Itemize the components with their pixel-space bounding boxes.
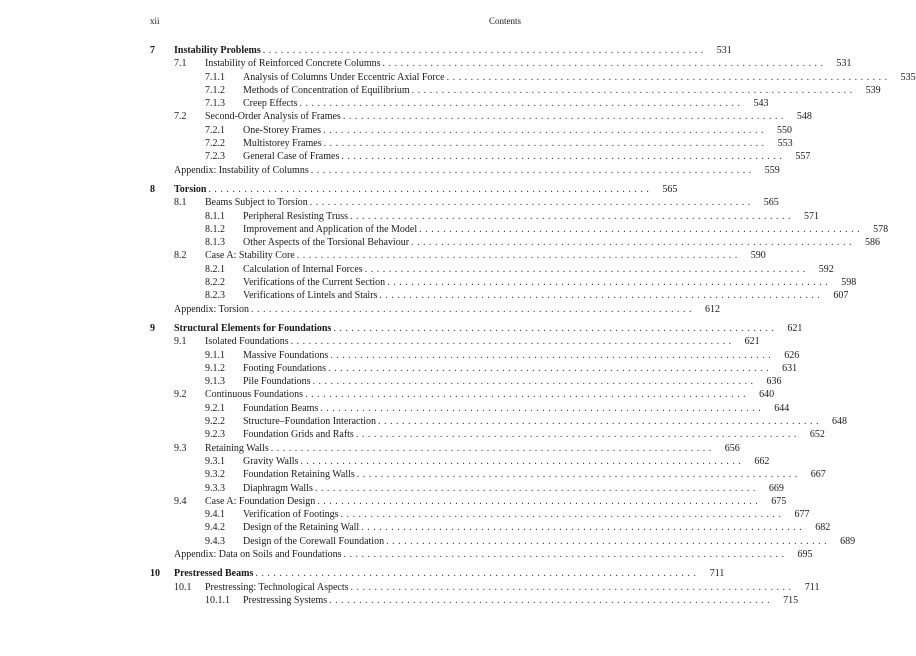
toc-appendix-entry[interactable] [150,164,780,177]
dot-leader: . . . . . . . . . . . . . . . . . . . . . . . . . . . . . . . . . . . . . . . . . . . . . . . . . . . . . . . . . . . . . . . . . . . . . . . . . . [208,183,650,195]
toc-entry-number: 8.1.3 [205,237,225,249]
toc-entry-number: 7.1 [174,58,187,70]
toc-entry-page: 550 [777,124,793,136]
toc-appendix-entry[interactable] [150,548,813,561]
toc-entry-page: 565 [662,183,678,195]
toc-entry-title: Other Aspects of the Torsional Behaviour [243,237,410,249]
toc-entry-title: Footing Foundations [243,362,327,374]
toc-entry-title: Improvement and Application of the Model [243,223,418,235]
toc-entry-number: 9.2.1 [205,402,225,414]
toc-entry-title: Retaining Walls [205,442,269,454]
toc-section-entry[interactable] [150,455,770,468]
toc-chapter-entry[interactable] [150,183,678,196]
toc-entry-number: 9.3.3 [205,482,225,494]
toc-entry-title: Multistorey Frames [243,138,322,150]
dot-leader: . . . . . . . . . . . . . . . . . . . . . . . . . . . . . . . . . . . . . . . . . . . . . . . . . . . . . . . . . . . . . . . . . . . . . . . . . . [361,522,803,534]
toc-entry-page: 689 [840,535,856,547]
toc-entry-number: 7.1.3 [205,98,225,110]
toc-entry-number: 8.2.1 [205,263,225,275]
dot-leader: . . . . . . . . . . . . . . . . . . . . . . . . . . . . . . . . . . . . . . . . . . . . . . . . . . . . . . . . . . . . . . . . . . . . . . . . . . [250,303,692,315]
toc-entry-title: Prestressing Systems [243,594,328,606]
toc-section-entry[interactable] [150,388,775,401]
toc-entry-number: 10 [150,568,160,580]
toc-entry-page: 677 [794,509,810,521]
dot-leader: . . . . . . . . . . . . . . . . . . . . . . . . . . . . . . . . . . . . . . . . . . . . . . . . . . . . . . . . . . . . . . . . . . . . . . . . . . [314,482,756,494]
toc-entry-page: 656 [724,442,740,454]
toc-entry-title: Structure–Foundation Interaction [243,416,377,428]
dot-leader: . . . . . . . . . . . . . . . . . . . . . . . . . . . . . . . . . . . . . . . . . . . . . . . . . . . . . . . . . . . . . . . . . . . . . . . . . . [310,164,752,176]
toc-entry-number: 7 [150,45,155,56]
toc-entry-page: 711 [804,581,820,593]
toc-entry-title: Case A: Stability Core [205,250,295,262]
toc-section-entry[interactable] [150,124,793,137]
toc-entry-page: 669 [768,482,784,494]
toc-entry-number: 7.1.1 [205,71,225,83]
dot-leader: . . . . . . . . . . . . . . . . . . . . . . . . . . . . . . . . . . . . . . . . . . . . . . . . . . . . . . . . . . . . . . . . . . . . . . . . . . [305,389,747,401]
dot-leader: . . . . . . . . . . . . . . . . . . . . . . . . . . . . . . . . . . . . . . . . . . . . . . . . . . . . . . . . . . . . . . . . . . . . . . . . . . [296,250,738,262]
toc-entry-title: Diaphragm Walls [243,482,313,494]
toc-entry-number: 8.2.3 [205,290,225,302]
dot-leader: . . . . . . . . . . . . . . . . . . . . . . . . . . . . . . . . . . . . . . . . . . . . . . . . . . . . . . . . . . . . . . . . . . . . . . . . . . [262,45,704,56]
toc-entry-page: 682 [815,522,831,534]
page-number: xii [150,16,160,26]
dot-leader: . . . . . . . . . . . . . . . . . . . . . . . . . . . . . . . . . . . . . . . . . . . . . . . . . . . . . . . . . . . . . . . . . . . . . . . . . . [350,210,792,222]
toc-entry-number: 9.4.3 [205,535,225,547]
toc-section-entry[interactable] [150,581,820,594]
dot-leader: . . . . . . . . . . . . . . . . . . . . . . . . . . . . . . . . . . . . . . . . . . . . . . . . . . . . . . . . . . . . . . . . . . . . . . . . . . [341,151,783,163]
toc-entry-number: 8.2 [174,250,187,262]
toc-entry-number: 8 [150,183,155,195]
toc-entry-page: 557 [795,151,811,163]
toc-entry-number: 7.2.2 [205,138,225,150]
toc-section-entry[interactable] [150,521,831,534]
dot-leader: . . . . . . . . . . . . . . . . . . . . . . . . . . . . . . . . . . . . . . . . . . . . . . . . . . . . . . . . . . . . . . . . . . . . . . . . . . [300,455,742,467]
dot-leader: . . . . . . . . . . . . . . . . . . . . . . . . . . . . . . . . . . . . . . . . . . . . . . . . . . . . . . . . . . . . . . . . . . . . . . . . . . [386,535,828,547]
toc-section-entry[interactable] [150,97,769,110]
dot-leader: . . . . . . . . . . . . . . . . . . . . . . . . . . . . . . . . . . . . . . . . . . . . . . . . . . . . . . . . . . . . . . . . . . . . . . . . . . [323,138,765,150]
toc-section-entry[interactable] [150,594,799,607]
toc-entry-page: 621 [744,336,760,348]
dot-leader: . . . . . . . . . . . . . . . . . . . . . . . . . . . . . . . . . . . . . . . . . . . . . . . . . . . . . . . . . . . . . . . . . . . . . . . . . . [309,197,751,209]
dot-leader: . . . . . . . . . . . . . . . . . . . . . . . . . . . . . . . . . . . . . . . . . . . . . . . . . . . . . . . . . . . . . . . . . . . . . . . . . . [378,416,820,428]
toc-entry-title: Prestressing: Technological Aspects [205,581,349,593]
running-title: Contents [488,16,521,26]
toc-section-entry[interactable] [150,335,760,348]
toc-entry-number: 9.4.1 [205,509,225,521]
toc-entry-number: 7.2.1 [205,124,225,136]
toc-entry-number: 7.2 [174,111,187,123]
toc-entry-number: 9.1.2 [205,362,225,374]
toc-section-entry[interactable] [150,535,856,548]
toc-section-entry[interactable] [150,276,857,289]
toc-entry-number: 8.1.1 [205,210,225,222]
toc-entry-title: Methods of Concentration of Equilibrium [243,84,410,96]
toc-entry-page: 711 [709,568,725,580]
dot-leader: . . . . . . . . . . . . . . . . . . . . . . . . . . . . . . . . . . . . . . . . . . . . . . . . . . . . . . . . . . . . . . . . . . . . . . . . . . [317,495,759,507]
toc-entry-number: 9.3.2 [205,469,225,481]
dot-leader: . . . . . . . . . . . . . . . . . . . . . . . . . . . . . . . . . . . . . . . . . . . . . . . . . . . . . . . . . . . . . . . . . . . . . . . . . . [290,336,732,348]
toc-entry-page: 631 [782,362,798,374]
toc-entry-number: 10.1.1 [205,594,230,606]
toc-entry-title: Design of the Retaining Wall [243,522,360,534]
toc-entry-page: 636 [766,376,782,388]
toc-entry-page: 543 [753,98,769,110]
toc-entry-title: Prestressed Beams [174,568,254,580]
dot-leader: . . . . . . . . . . . . . . . . . . . . . . . . . . . . . . . . . . . . . . . . . . . . . . . . . . . . . . . . . . . . . . . . . . . . . . . . . . [387,277,829,289]
toc-entry-number: 8.1.2 [205,223,225,235]
toc-entry-number: 9.2 [174,389,187,401]
dot-leader: . . . . . . . . . . . . . . . . . . . . . . . . . . . . . . . . . . . . . . . . . . . . . . . . . . . . . . . . . . . . . . . . . . . . . . . . . . [328,362,770,374]
toc-entry-page: 640 [759,389,775,401]
dot-leader: . . . . . . . . . . . . . . . . . . . . . . . . . . . . . . . . . . . . . . . . . . . . . . . . . . . . . . . . . . . . . . . . . . . . . . . . . . [364,263,806,275]
toc-entry-page: 607 [833,290,849,302]
toc-entry-title: Torsion [174,183,207,195]
toc-entry-title: Verifications of Lintels and Stairs [243,290,378,302]
toc-section-entry[interactable] [150,428,825,441]
toc-entry-title: Creep Effects [243,98,298,110]
toc-entry-page: 598 [841,277,857,289]
toc-entry-title: Appendix: Instability of Columns [174,164,309,176]
toc-entry-number: 9.3 [174,442,187,454]
toc-entry-page: 715 [783,594,799,606]
toc-entry-number: 9.3.1 [205,455,225,467]
dot-leader: . . . . . . . . . . . . . . . . . . . . . . . . . . . . . . . . . . . . . . . . . . . . . . . . . . . . . . . . . . . . . . . . . . . . . . . . . . [419,223,861,235]
toc-section-entry[interactable] [150,84,881,97]
toc-chapter-entry[interactable] [150,44,732,57]
toc-entry-title: Design of the Corewall Foundation [243,535,385,547]
toc-section-entry[interactable] [150,482,784,495]
toc-section-entry[interactable] [150,210,820,223]
dot-leader: . . . . . . . . . . . . . . . . . . . . . . . . . . . . . . . . . . . . . . . . . . . . . . . . . . . . . . . . . . . . . . . . . . . . . . . . . . [320,402,762,414]
toc-entry-title: Analysis of Columns Under Eccentric Axial Force [243,71,445,83]
page-header [150,16,521,30]
toc-entry-number: 9.2.2 [205,416,225,428]
toc-section-entry[interactable] [150,375,782,388]
dot-leader: . . . . . . . . . . . . . . . . . . . . . . . . . . . . . . . . . . . . . . . . . . . . . . . . . . . . . . . . . . . . . . . . . . . . . . . . . . [329,594,771,606]
dot-leader: . . . . . . . . . . . . . . . . . . . . . . . . . . . . . . . . . . . . . . . . . . . . . . . . . . . . . . . . . . . . . . . . . . . . . . . . . . [446,71,888,83]
toc-section-entry[interactable] [150,349,800,362]
toc-section-entry[interactable] [150,196,779,209]
toc-section-entry[interactable] [150,236,881,249]
toc-entry-page: 539 [865,84,881,96]
toc-entry-page: 626 [784,349,800,361]
dot-leader: . . . . . . . . . . . . . . . . . . . . . . . . . . . . . . . . . . . . . . . . . . . . . . . . . . . . . . . . . . . . . . . . . . . . . . . . . . [255,568,697,580]
dot-leader: . . . . . . . . . . . . . . . . . . . . . . . . . . . . . . . . . . . . . . . . . . . . . . . . . . . . . . . . . . . . . . . . . . . . . . . . . . [411,237,853,249]
toc-entry-title: Second-Order Analysis of Frames [205,111,341,123]
toc-entry-number: 9 [150,322,155,334]
toc-entry-number: 9.1 [174,336,187,348]
toc-section-entry[interactable] [150,289,849,302]
toc-chapter-entry[interactable] [150,322,803,335]
toc-entry-number: 7.2.3 [205,151,225,163]
toc-section-entry[interactable] [150,110,812,123]
toc-entry-title: Pile Foundations [243,376,311,388]
dot-leader: . . . . . . . . . . . . . . . . . . . . . . . . . . . . . . . . . . . . . . . . . . . . . . . . . . . . . . . . . . . . . . . . . . . . . . . . . . [330,349,772,361]
toc-entry-title: Beams Subject to Torsion [205,197,308,209]
toc-section-entry[interactable] [150,468,826,481]
dot-leader: . . . . . . . . . . . . . . . . . . . . . . . . . . . . . . . . . . . . . . . . . . . . . . . . . . . . . . . . . . . . . . . . . . . . . . . . . . [333,322,775,334]
toc-entry-title: Foundation Retaining Walls [243,469,355,481]
toc-entry-page: 662 [754,455,770,467]
toc-entry-page: 695 [797,548,813,560]
toc-entry-title: Instability of Reinforced Concrete Columns [205,58,381,70]
toc-section-entry[interactable] [150,150,811,163]
toc-entry-title: One-Storey Frames [243,124,322,136]
toc-entry-title: Appendix: Torsion [174,303,249,315]
table-of-contents [150,44,916,607]
toc-entry-title: Appendix: Data on Soils and Foundations [174,548,342,560]
toc-entry-number: 7.1.2 [205,84,225,96]
toc-section-entry[interactable] [150,71,916,84]
toc-entry-page: 612 [704,303,720,315]
toc-entry-number: 8.2.2 [205,277,225,289]
dot-leader: . . . . . . . . . . . . . . . . . . . . . . . . . . . . . . . . . . . . . . . . . . . . . . . . . . . . . . . . . . . . . . . . . . . . . . . . . . [355,429,797,441]
toc-entry-page: 559 [764,164,780,176]
toc-entry-page: 531 [836,58,852,70]
dot-leader: . . . . . . . . . . . . . . . . . . . . . . . . . . . . . . . . . . . . . . . . . . . . . . . . . . . . . . . . . . . . . . . . . . . . . . . . . . [299,98,741,110]
toc-entry-page: 590 [750,250,766,262]
toc-entry-number: 9.2.3 [205,429,225,441]
toc-section-entry[interactable] [150,263,834,276]
dot-leader: . . . . . . . . . . . . . . . . . . . . . . . . . . . . . . . . . . . . . . . . . . . . . . . . . . . . . . . . . . . . . . . . . . . . . . . . . . [270,442,712,454]
toc-entry-number: 9.4 [174,495,187,507]
toc-entry-title: Continuous Foundations [205,389,304,401]
toc-entry-title: Gravity Walls [243,455,299,467]
dot-leader: . . . . . . . . . . . . . . . . . . . . . . . . . . . . . . . . . . . . . . . . . . . . . . . . . . . . . . . . . . . . . . . . . . . . . . . . . . [379,290,821,302]
toc-chapter-entry[interactable] [150,567,725,580]
toc-entry-title: Isolated Foundations [205,336,289,348]
toc-entry-title: Case A: Foundation Design [205,495,316,507]
toc-entry-title: Calculation of Internal Forces [243,263,363,275]
dot-leader: . . . . . . . . . . . . . . . . . . . . . . . . . . . . . . . . . . . . . . . . . . . . . . . . . . . . . . . . . . . . . . . . . . . . . . . . . . [350,581,792,593]
toc-section-entry[interactable] [150,249,766,262]
toc-entry-title: Structural Elements for Foundations [174,322,332,334]
toc-entry-title: Massive Foundations [243,349,329,361]
toc-section-entry[interactable] [150,137,793,150]
toc-entry-page: 535 [900,71,916,83]
toc-entry-title: Verifications of the Current Section [243,277,386,289]
toc-section-entry[interactable] [150,415,848,428]
toc-entry-number: 9.1.1 [205,349,225,361]
toc-entry-title: Instability Problems [174,45,261,56]
toc-entry-page: 648 [832,416,848,428]
dot-leader: . . . . . . . . . . . . . . . . . . . . . . . . . . . . . . . . . . . . . . . . . . . . . . . . . . . . . . . . . . . . . . . . . . . . . . . . . . [411,84,853,96]
toc-entry-title: Peripheral Resisting Truss [243,210,349,222]
toc-entry-page: 578 [873,223,889,235]
toc-entry-page: 571 [804,210,820,222]
toc-entry-page: 652 [809,429,825,441]
toc-section-entry[interactable] [150,442,740,455]
dot-leader: . . . . . . . . . . . . . . . . . . . . . . . . . . . . . . . . . . . . . . . . . . . . . . . . . . . . . . . . . . . . . . . . . . . . . . . . . . [356,469,798,481]
toc-entry-page: 548 [796,111,812,123]
toc-entry-title: Foundation Grids and Rafts [243,429,354,441]
toc-entry-title: Verification of Footings [243,509,339,521]
toc-appendix-entry[interactable] [150,303,720,316]
toc-entry-page: 531 [716,45,732,56]
dot-leader: . . . . . . . . . . . . . . . . . . . . . . . . . . . . . . . . . . . . . . . . . . . . . . . . . . . . . . . . . . . . . . . . . . . . . . . . . . [312,376,754,388]
dot-leader: . . . . . . . . . . . . . . . . . . . . . . . . . . . . . . . . . . . . . . . . . . . . . . . . . . . . . . . . . . . . . . . . . . . . . . . . . . [342,111,784,123]
toc-section-entry[interactable] [150,362,798,375]
toc-entry-page: 675 [771,495,787,507]
toc-entry-number: 8.1 [174,197,187,209]
dot-leader: . . . . . . . . . . . . . . . . . . . . . . . . . . . . . . . . . . . . . . . . . . . . . . . . . . . . . . . . . . . . . . . . . . . . . . . . . . [323,124,765,136]
toc-section-entry[interactable] [150,223,889,236]
toc-entry-title: Foundation Beams [243,402,319,414]
toc-section-entry[interactable] [150,508,810,521]
toc-entry-page: 644 [774,402,790,414]
toc-entry-number: 9.4.2 [205,522,225,534]
toc-entry-page: 621 [787,322,803,334]
toc-section-entry[interactable] [150,57,852,70]
dot-leader: . . . . . . . . . . . . . . . . . . . . . . . . . . . . . . . . . . . . . . . . . . . . . . . . . . . . . . . . . . . . . . . . . . . . . . . . . . [343,548,785,560]
toc-entry-number: 9.1.3 [205,376,225,388]
toc-entry-page: 586 [865,237,881,249]
toc-entry-page: 667 [810,469,826,481]
toc-entry-number: 10.1 [174,581,192,593]
toc-section-entry[interactable] [150,402,790,415]
dot-leader: . . . . . . . . . . . . . . . . . . . . . . . . . . . . . . . . . . . . . . . . . . . . . . . . . . . . . . . . . . . . . . . . . . . . . . . . . . [340,509,782,521]
toc-entry-page: 592 [818,263,834,275]
toc-entry-title: General Case of Frames [243,151,340,163]
toc-entry-page: 553 [777,138,793,150]
dot-leader: . . . . . . . . . . . . . . . . . . . . . . . . . . . . . . . . . . . . . . . . . . . . . . . . . . . . . . . . . . . . . . . . . . . . . . . . . . [382,58,824,70]
toc-section-entry[interactable] [150,495,787,508]
toc-entry-page: 565 [763,197,779,209]
